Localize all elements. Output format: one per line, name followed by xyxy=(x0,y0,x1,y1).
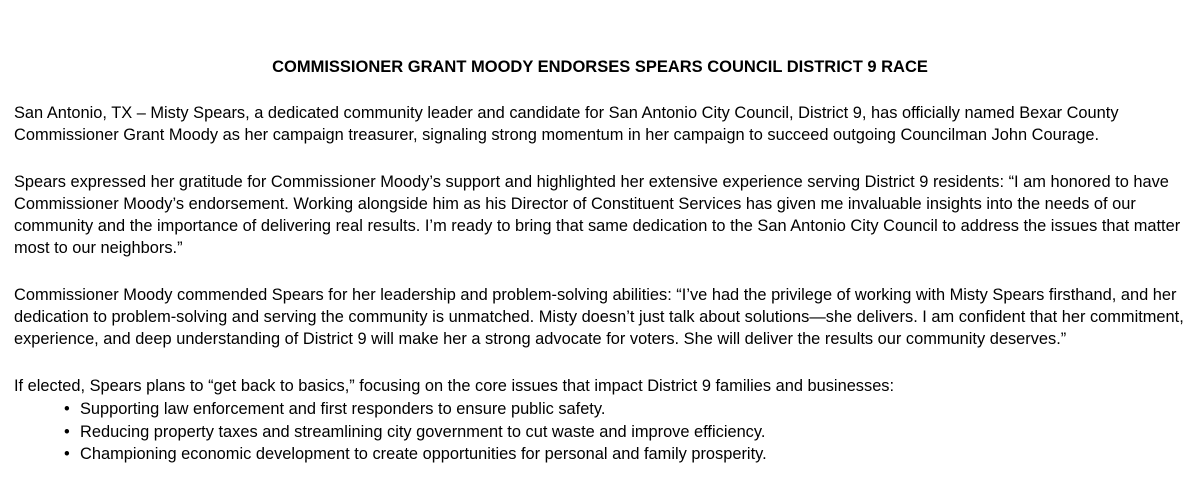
paragraph-line: Commissioner Moody’s endorsement. Working alongside him as his Director of Constituent Services has given me invaluable insights into the needs of our xyxy=(14,195,1136,213)
paragraph-line: If elected, Spears plans to “get back to basics,” focusing on the core issues that impact District 9 families and businesses: xyxy=(14,377,895,395)
list-item-text: Supporting law enforcement and first responders to ensure public safety. xyxy=(80,400,606,418)
platform-intro-paragraph xyxy=(14,375,1186,397)
list-item-text: Reducing property taxes and streamlining city government to cut waste and improve efficiency. xyxy=(80,422,766,441)
list-item xyxy=(62,443,767,466)
moody-quote-paragraph xyxy=(14,284,1186,350)
paragraph-line: Spears expressed her gratitude for Commissioner Moody’s support and highlighted her extensive experience serving District 9 residents: “I am honored to have xyxy=(14,173,1169,191)
bullet-icon: • xyxy=(64,422,70,441)
list-item xyxy=(62,398,767,421)
paragraph-line: Commissioner Moody commended Spears for her leadership and problem-solving abilities: “I’ve had the privilege of working with Misty Spears firsthand, and her xyxy=(14,286,1177,304)
paragraph-line: most to our neighbors.” xyxy=(14,239,183,257)
list-item xyxy=(62,421,767,444)
headline: COMMISSIONER GRANT MOODY ENDORSES SPEARS COUNCIL DISTRICT 9 RACE xyxy=(272,58,928,76)
paragraph-line: dedication to problem-solving and serving the community is unmatched. Misty doesn’t just talk about solutions—she delivers. I am confident that her commitment, xyxy=(14,308,1184,326)
paragraph-line: experience, and deep understanding of District 9 will make her a strong advocate for voters. She will deliver the results our community deserves.” xyxy=(14,330,1067,348)
spears-quote-paragraph xyxy=(14,171,1186,259)
bullet-icon: • xyxy=(64,400,70,418)
paragraph-line: community and the importance of delivering real results. I’m ready to bring that same dedication to the San Antonio City Council to address the issues that matter xyxy=(14,217,1181,235)
paragraph-line: Commissioner Grant Moody as her campaign treasurer, signaling strong momentum in her campaign to succeed outgoing Councilman John Courage. xyxy=(14,126,1100,144)
intro-paragraph xyxy=(14,102,1186,146)
paragraph-line: San Antonio, TX – Misty Spears, a dedicated community leader and candidate for San Antonio City Council, District 9, has officially named Bexar County xyxy=(14,104,1119,122)
bullet-icon: • xyxy=(64,445,70,463)
platform-bullet-list xyxy=(62,398,767,466)
list-item-text: Championing economic development to create opportunities for personal and family prosperity. xyxy=(80,445,767,463)
